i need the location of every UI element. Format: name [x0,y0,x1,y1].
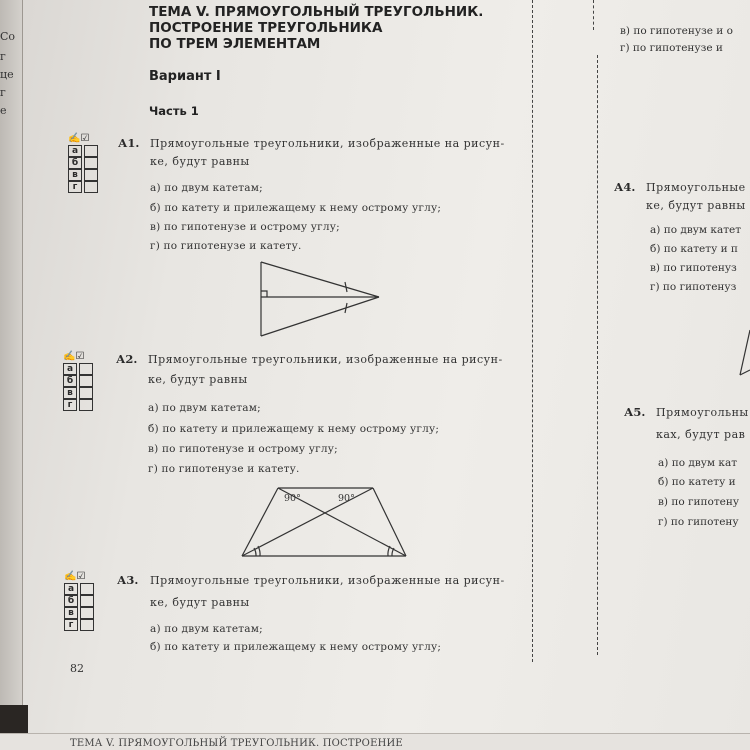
option-b: б) по катету и прилежащему к нему острому углу; [150,641,442,653]
answer-checkbox-b[interactable] [80,595,94,607]
answer-grid-a3 [64,571,98,631]
question-text: ке, будут равны [150,155,250,168]
left-edge-text: Co [0,30,16,43]
answer-letter: в [63,387,77,399]
answer-checkbox-v[interactable] [84,169,98,181]
column-divider [532,0,533,662]
answer-grid-a2 [63,351,97,411]
question-text: ке, будут равны [646,199,746,212]
figure-a2-triangles [238,484,410,560]
left-edge-text: г [0,50,6,63]
answer-letter: а [68,145,82,157]
answer-checkbox-v[interactable] [79,387,93,399]
variant-heading: Вариант I [149,69,221,84]
title-line: ПОСТРОЕНИЕ ТРЕУГОЛЬНИКА [149,20,383,36]
option-v: в) по гипотенузе и острому углу; [150,221,340,233]
option-v: в) по гипотенузе и острому углу; [148,443,338,455]
answer-checkbox-v[interactable] [80,607,94,619]
question-number: А3. [117,573,139,587]
question-number: А5. [624,405,646,419]
left-edge-text: це [0,68,14,81]
question-text: ках, будут рав [656,428,746,441]
left-edge-text: е [0,104,7,117]
question-text: Прямоугольные [646,181,746,194]
question-text: ке, будут равны [148,373,248,386]
answer-letter: а [64,583,78,595]
answer-grid-header-icon: ✍☑ [68,133,90,144]
right-option: в) по гипотенузе и о [620,25,733,37]
answer-grid-a1 [68,133,102,193]
answer-checkbox-b[interactable] [84,157,98,169]
option-a: а) по двум кат [658,457,738,469]
figure-a1-triangles [255,258,385,340]
question-number: А2. [116,352,138,366]
title-line: ПО ТРЕМ ЭЛЕМЕНТАМ [149,36,321,52]
option-v: в) по гипотену [658,496,740,508]
answer-letter: г [68,181,82,193]
answer-letter: г [63,399,77,411]
answer-letter: в [64,607,78,619]
answer-letter: г [64,619,78,631]
left-edge-text: г [0,86,6,99]
answer-letter: в [68,169,82,181]
option-v: в) по гипотенуз [650,262,737,274]
answer-letter: б [64,595,78,607]
option-a: а) по двум катетам; [150,182,263,194]
option-b: б) по катету и прилежащему к нему острому углу; [150,202,442,214]
figure-a4-fragment [700,310,750,400]
option-b: б) по катету и прилежащему к нему острому углу; [148,423,440,435]
answer-checkbox-a[interactable] [79,363,93,375]
answer-letter: б [68,157,82,169]
answer-grid-header-icon: ✍☑ [64,571,86,582]
page-number: 82 [70,662,84,675]
answer-checkbox-g[interactable] [84,181,98,193]
answer-checkbox-b[interactable] [79,375,93,387]
answer-letter: а [63,363,77,375]
page-title [149,4,483,52]
option-a: а) по двум катет [650,224,742,236]
running-head: ТЕМА V. ПРЯМОУГОЛЬНЫЙ ТРЕУГОЛЬНИК. ПОСТРОЕНИЕ [70,738,403,749]
question-number: А1. [118,136,140,150]
question-text: ке, будут равны [150,596,250,609]
right-option: г) по гипотенузе и [620,42,723,54]
angle-label: 90° [338,493,355,504]
answer-letter: б [63,375,77,387]
option-a: а) по двум катетам; [148,402,261,414]
answer-checkbox-g[interactable] [79,399,93,411]
option-b: б) по катету и [658,476,736,488]
option-g: г) по гипотенузе и катету. [150,240,302,252]
title-line: ТЕМА V. ПРЯМОУГОЛЬНЫЙ ТРЕУГОЛЬНИК. [149,4,484,20]
option-b: б) по катету и п [650,243,738,255]
option-g: г) по гипотену [658,516,739,528]
answer-grid-header-icon: ✍☑ [63,351,85,362]
angle-label: 90° [284,493,301,504]
column-divider [593,0,594,30]
option-g: г) по гипотенузе и катету. [148,463,300,475]
answer-checkbox-a[interactable] [84,145,98,157]
part-heading: Часть 1 [149,104,199,118]
answer-checkbox-g[interactable] [80,619,94,631]
question-text: Прямоугольны [656,406,749,419]
question-text: Прямоугольные треугольники, изображенные на рисун- [150,137,505,150]
question-text: Прямоугольные треугольники, изображенные на рисун- [148,353,503,366]
option-a: а) по двум катетам; [150,623,263,635]
answer-checkbox-a[interactable] [80,583,94,595]
column-divider [597,55,598,655]
question-text: Прямоугольные треугольники, изображенные на рисун- [150,574,505,587]
option-g: г) по гипотенуз [650,281,737,293]
question-number: А4. [614,180,636,194]
